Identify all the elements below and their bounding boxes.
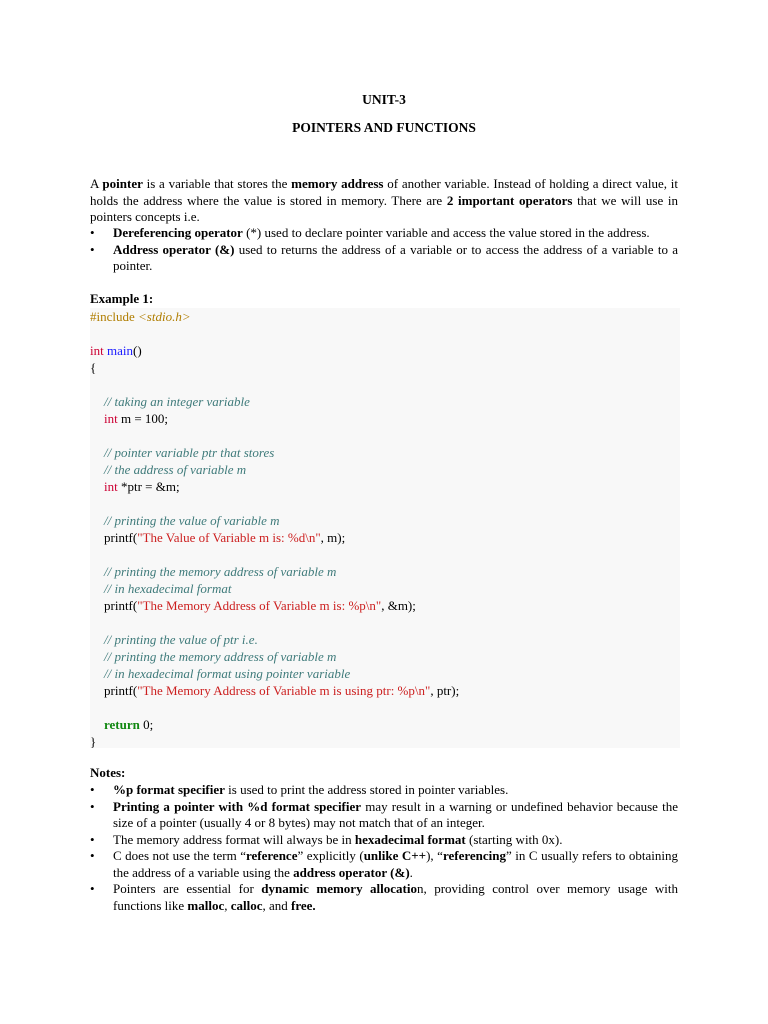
list-item: • Printing a pointer with %d format specifier may result in a warning or undefined behavior because the size of a pointer (usually 4 or 8 bytes) may not match that of an integer. — [90, 799, 678, 832]
code-line: // printing the memory address of variable m — [104, 649, 337, 664]
unit-heading: UNIT-3 — [362, 92, 406, 107]
code-line: // printing the memory address of variable m — [104, 564, 337, 579]
code-line: printf("The Memory Address of Variable m is using ptr: %p\n", ptr); — [104, 683, 460, 698]
code-line: return 0; — [104, 717, 154, 732]
code-line: int *ptr = &m; — [104, 479, 180, 494]
list-item: • C does not use the term “reference” explicitly (unlike C++), “referencing” in C usually refers to obtaining the address of a variable using the address operator (&). — [90, 848, 678, 881]
page-title: POINTERS AND FUNCTIONS — [292, 120, 476, 135]
list-item: • Pointers are essential for dynamic memory allocation, providing control over memory usage with functions like malloc, calloc, and free. — [90, 881, 678, 914]
term-memory-address: memory address — [291, 176, 384, 191]
code-line: // printing the value of ptr i.e. — [104, 632, 258, 647]
code-line: // printing the value of variable m — [104, 513, 280, 528]
intro-paragraph: A pointer is a variable that stores the memory address of another variable. Instead of holding a direct value, it holds the address where the value is stored in memory. There are 2 important operators that we will use in pointers concepts i.e. — [90, 176, 678, 224]
operators-list — [90, 225, 678, 275]
code-block — [90, 308, 680, 748]
code-line: } — [90, 734, 97, 749]
example-label: Example 1: — [90, 291, 154, 306]
list-item: • %p format specifier is used to print the address stored in pointer variables. — [90, 782, 678, 799]
code-line: { — [90, 360, 97, 375]
code-line: int m = 100; — [104, 411, 169, 426]
code-line: // the address of variable m — [104, 462, 247, 477]
notes-list — [90, 782, 678, 914]
term-operators: 2 important operators — [446, 192, 573, 208]
list-item: • Dereferencing operator (*) used to declare pointer variable and access the value stored in the address. — [90, 225, 678, 242]
code-line: // taking an integer variable — [104, 394, 250, 409]
code-line: printf("The Memory Address of Variable m is: %p\n", &m); — [104, 598, 416, 613]
code-line: // in hexadecimal format using pointer variable — [104, 666, 351, 681]
list-item: • Address operator (&) used to returns the address of a variable or to access the address of a variable to a pointer. — [90, 242, 678, 275]
notes-heading: Notes: — [90, 765, 126, 780]
code-line: #include <stdio.h> — [90, 309, 191, 324]
code-line: // in hexadecimal format — [104, 581, 232, 596]
code-line: // pointer variable ptr that stores — [104, 445, 275, 460]
term-pointer: pointer — [102, 176, 143, 191]
code-line: int main() — [90, 343, 142, 358]
code-line: printf("The Value of Variable m is: %d\n", m); — [104, 530, 346, 545]
list-item: • The memory address format will always be in hexadecimal format (starting with 0x). — [90, 832, 678, 849]
